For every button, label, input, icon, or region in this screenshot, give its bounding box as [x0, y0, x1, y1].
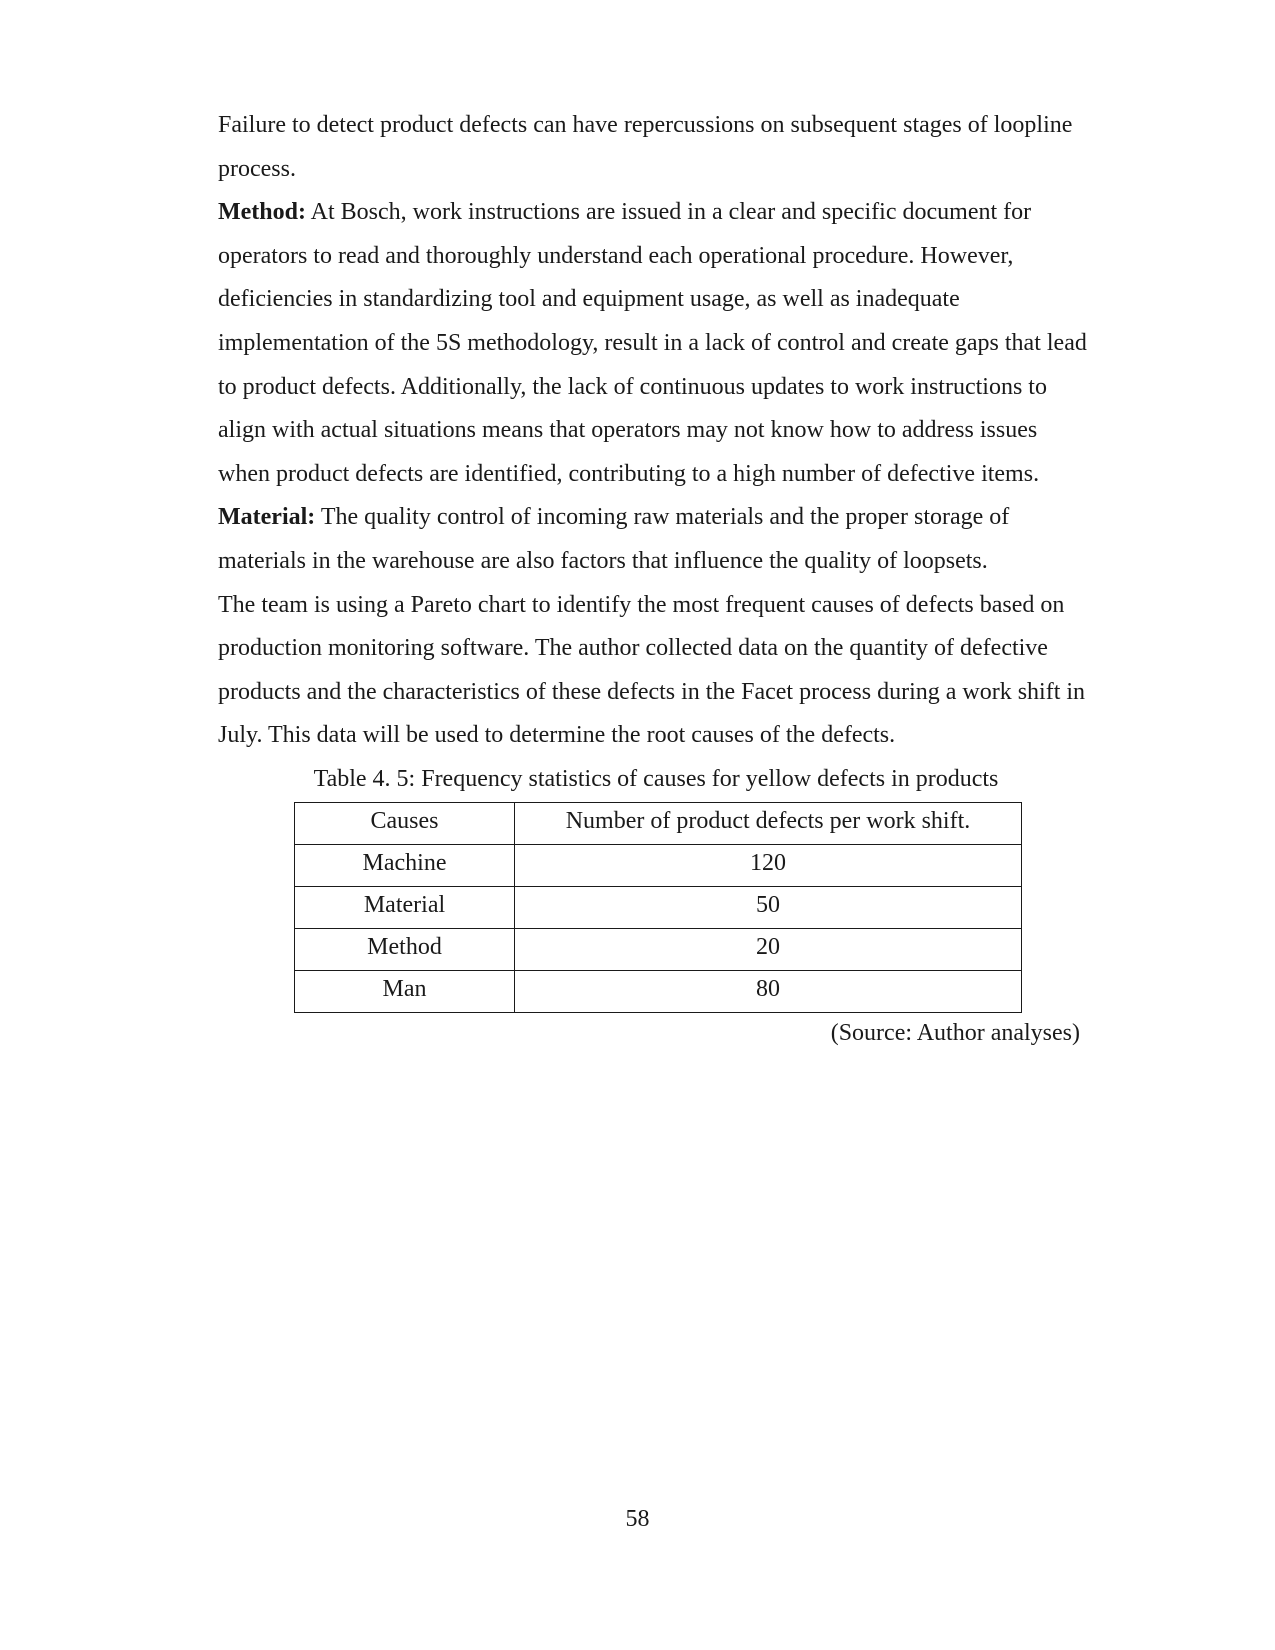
cause-cell: Machine	[295, 844, 515, 886]
material-label: Material:	[218, 504, 316, 531]
table-row	[295, 886, 1022, 928]
page-body	[218, 104, 1094, 1051]
page-number: 58	[625, 1506, 650, 1532]
count-cell: 50	[515, 886, 1022, 928]
method-paragraph	[218, 191, 1094, 496]
table-header-row	[295, 802, 1022, 844]
material-paragraph	[218, 496, 1094, 583]
pareto-paragraph: The team is using a Pareto chart to identify the most frequent causes of defects based on production monitoring software. The author collected data on the quantity of defective products and the characteristics of these defects in the Facet process during a work shift in July. This data will be used to determine the root causes of the defects.	[218, 591, 1086, 749]
header-defect-count: Number of product defects per work shift.	[515, 802, 1022, 844]
table-row	[295, 970, 1022, 1012]
defects-table	[294, 802, 1022, 1013]
cause-cell: Material	[295, 886, 515, 928]
header-causes: Causes	[295, 802, 515, 844]
table-row	[295, 928, 1022, 970]
count-cell: 80	[515, 970, 1022, 1012]
count-cell: 20	[515, 928, 1022, 970]
count-cell: 120	[515, 844, 1022, 886]
material-text: The quality control of incoming raw materials and the proper storage of materials in the warehouse are also factors that influence the quality of loopsets.	[218, 504, 1010, 574]
table-caption: Table 4. 5: Frequency statistics of causes for yellow defects in products	[313, 765, 999, 792]
intro-paragraph: Failure to detect product defects can have repercussions on subsequent stages of loopline process.	[218, 112, 1073, 182]
table-row	[295, 844, 1022, 886]
table-source: (Source: Author analyses)	[830, 1019, 1080, 1046]
method-label: Method:	[218, 199, 306, 226]
cause-cell: Man	[295, 970, 515, 1012]
method-text: At Bosch, work instructions are issued in a clear and specific document for operators to read and thoroughly understand each operational procedure. However, deficiencies in standardizing tool and equipment usage, as well as inadequate implementation of the 5S methodology, result in a lack of control and create gaps that lead to product defects. Additionally, the lack of continuous updates to work instructions to align with actual situations means that operators may not know how to address issues when product defects are identified, contributing to a high number of defective items.	[218, 199, 1087, 487]
cause-cell: Method	[295, 928, 515, 970]
